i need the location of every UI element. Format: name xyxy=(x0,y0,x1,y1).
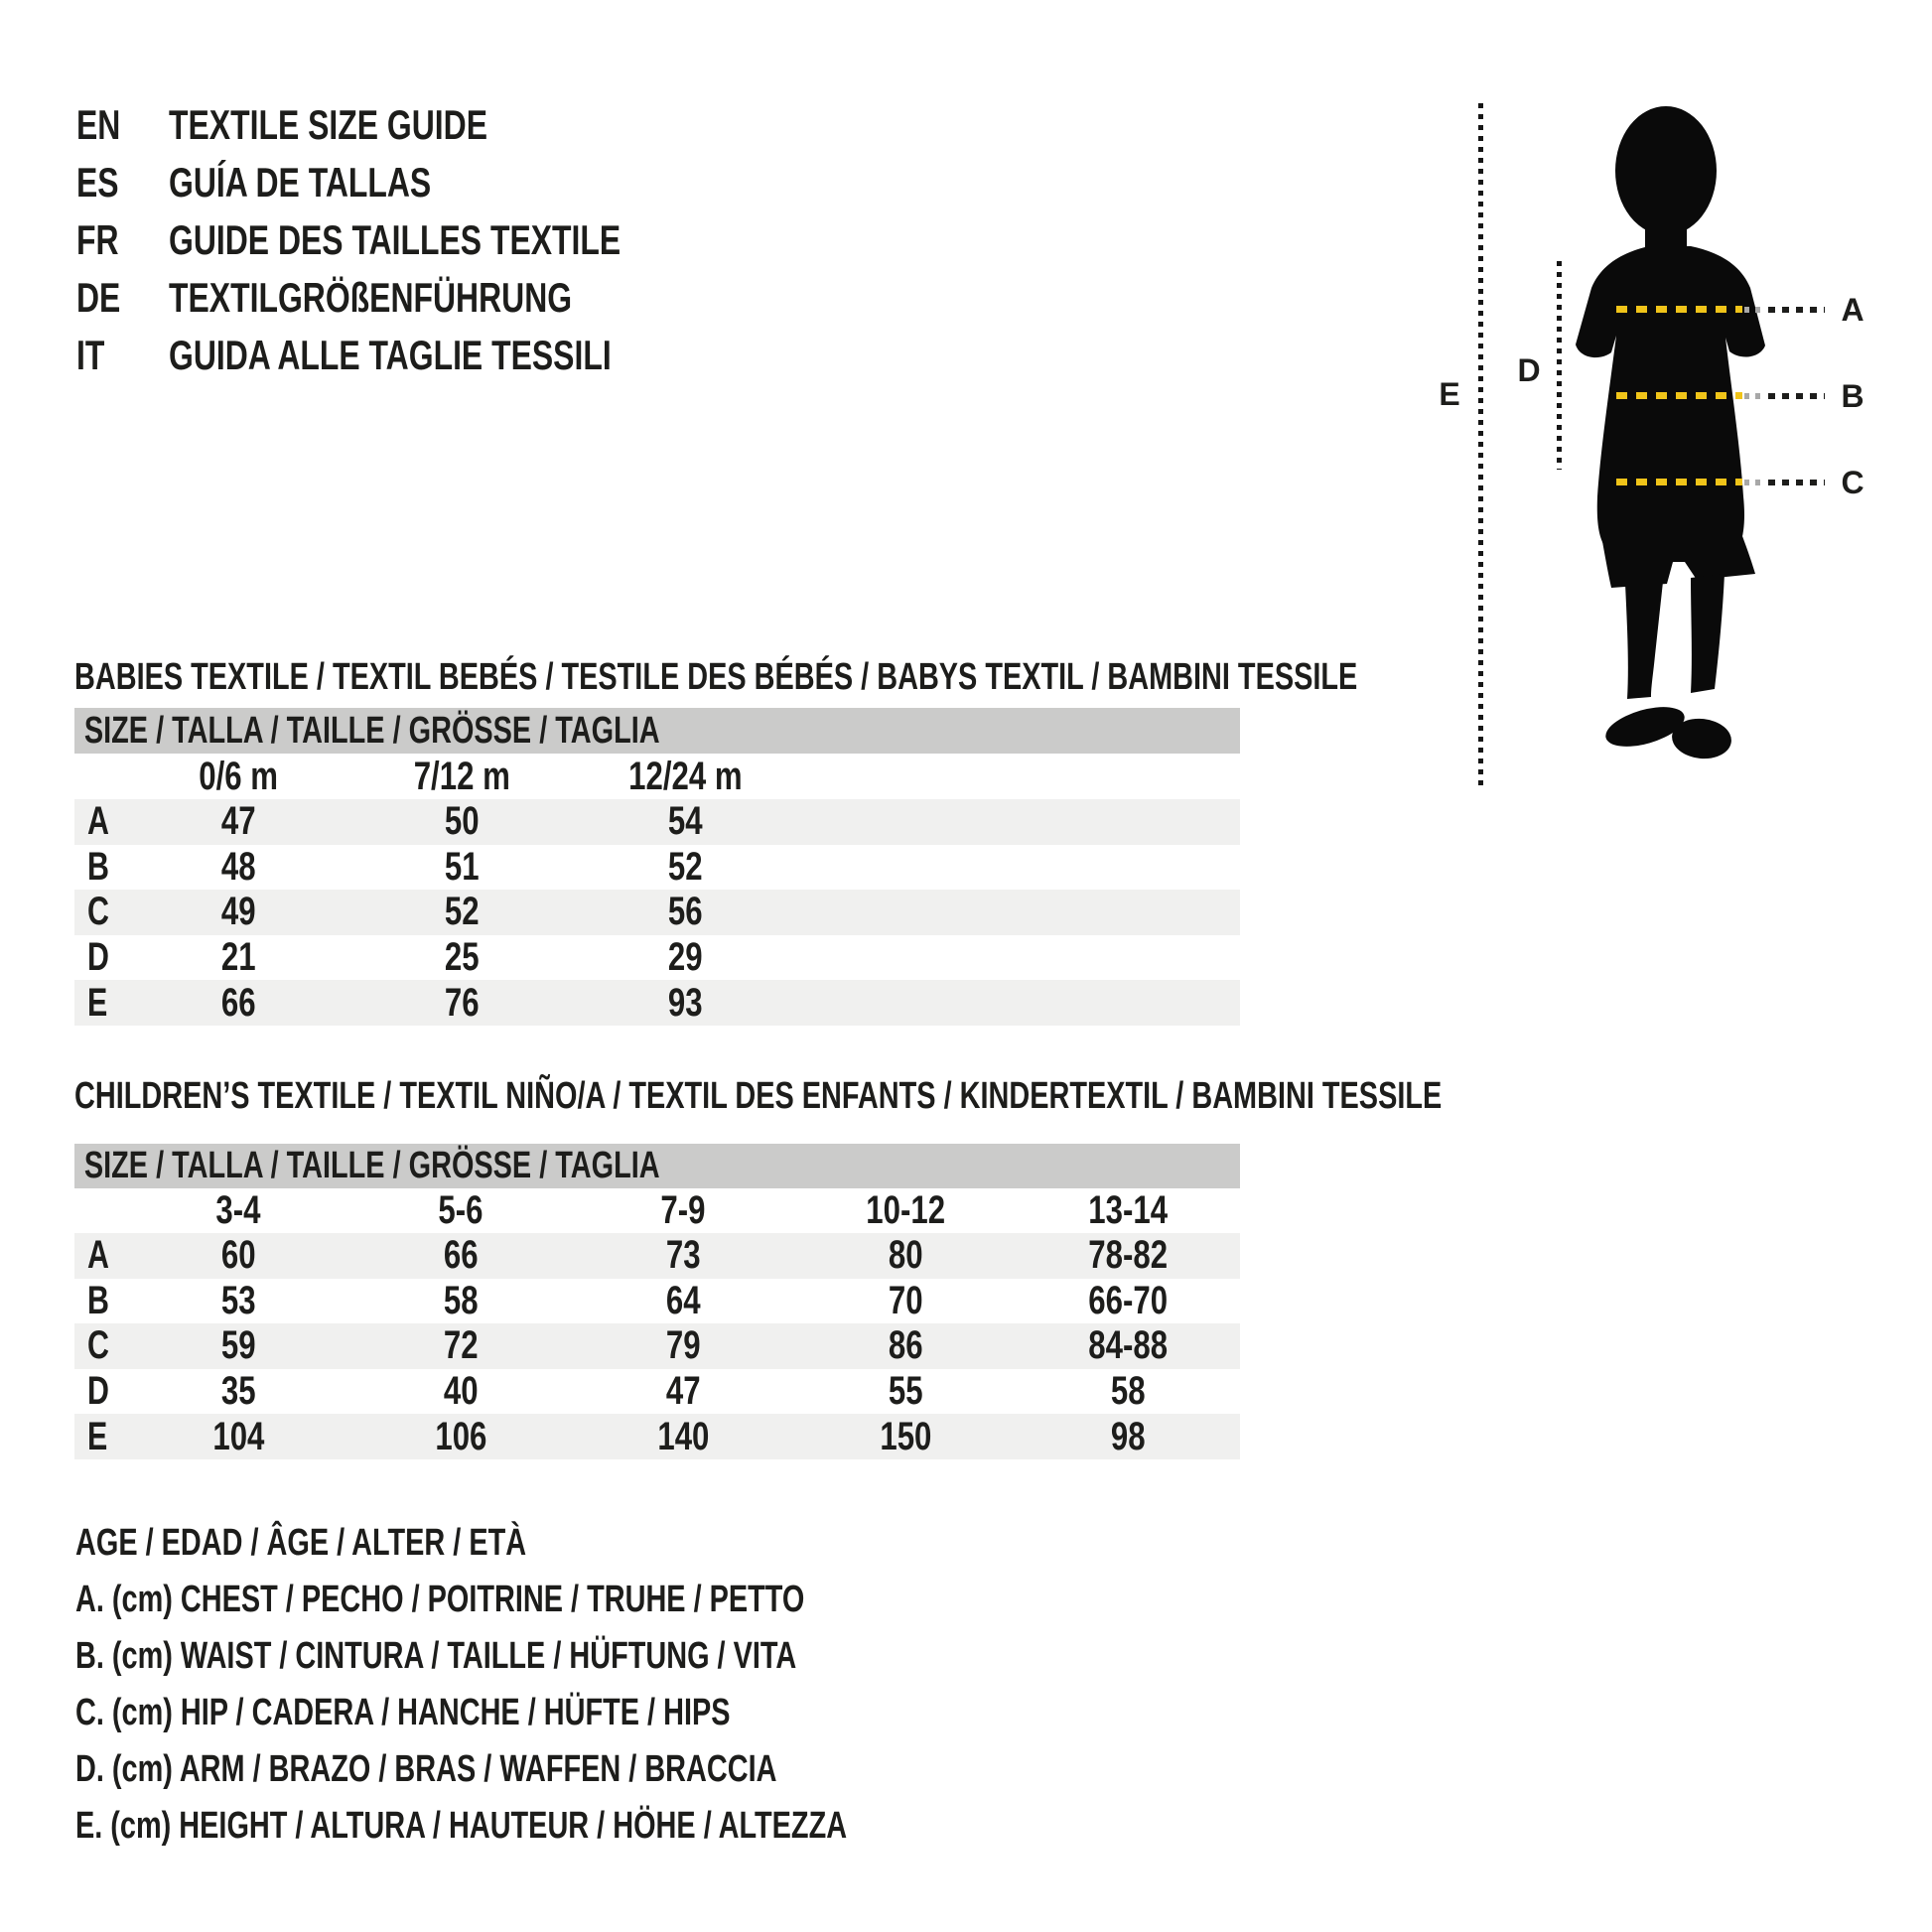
value-cell: 140 xyxy=(656,1414,710,1458)
table-row-e xyxy=(74,1414,1240,1459)
language-row-es xyxy=(76,154,514,211)
children-section-title: CHILDREN’S TEXTILE / TEXTIL NIÑO/A / TEXTIL DES ENFANTS / KINDERTEXTIL / BAMBINI TESSILE xyxy=(74,1075,1443,1117)
chest-line-yellow xyxy=(1616,306,1742,313)
value-cell: 73 xyxy=(665,1233,701,1278)
column-header: 0/6 m xyxy=(199,754,279,798)
column-header: 3-4 xyxy=(215,1188,261,1232)
value-cell: 79 xyxy=(665,1323,701,1368)
legend-line-1: A. (cm) CHEST / PECHO / POITRINE / TRUHE / PETTO xyxy=(75,1579,805,1620)
value-cell: 47 xyxy=(221,799,256,844)
column-header-row xyxy=(74,1188,1240,1233)
value-cell: 84-88 xyxy=(1088,1323,1168,1368)
chest-label: A xyxy=(1841,291,1864,328)
babies-section-title: BABIES TEXTILE / TEXTIL BEBÉS / TESTILE DES BÉBÉS / BABYS TEXTIL / BAMBINI TESSILE xyxy=(74,656,1358,698)
language-code: IT xyxy=(76,332,105,378)
value-cell: 59 xyxy=(220,1323,256,1368)
language-row-fr xyxy=(76,211,763,269)
children-size-table xyxy=(74,1188,1240,1459)
value-cell: 56 xyxy=(668,890,703,934)
value-cell: 80 xyxy=(888,1233,923,1278)
row-label: C xyxy=(87,890,109,934)
value-cell: 54 xyxy=(668,799,703,844)
language-code: DE xyxy=(76,274,121,321)
value-cell: 35 xyxy=(220,1369,256,1414)
value-cell: 58 xyxy=(443,1278,479,1322)
row-label: D xyxy=(87,935,109,980)
value-cell: 64 xyxy=(665,1278,701,1322)
column-header: 7/12 m xyxy=(413,754,511,798)
table-row-c xyxy=(74,890,1240,935)
hip-line-fade xyxy=(1744,480,1764,485)
language-code: ES xyxy=(76,159,119,206)
value-cell: 51 xyxy=(445,844,480,889)
legend-line-2: B. (cm) WAIST / CINTURA / TAILLE / HÜFTUNG / VITA xyxy=(75,1635,797,1677)
table-row-d xyxy=(74,935,1240,981)
row-label: A xyxy=(87,1233,109,1278)
value-cell: 78-82 xyxy=(1088,1233,1168,1278)
table-row-a xyxy=(74,1233,1240,1279)
column-header: 5-6 xyxy=(438,1188,483,1232)
value-cell: 66-70 xyxy=(1088,1278,1168,1322)
value-cell: 76 xyxy=(445,980,480,1025)
language-title: GUÍA DE TALLAS xyxy=(169,159,432,206)
value-cell: 25 xyxy=(445,935,480,980)
language-row-en xyxy=(76,96,588,154)
language-title: TEXTILGRÖßENFÜHRUNG xyxy=(169,274,573,321)
legend-line-0: AGE / EDAD / ÂGE / ALTER / ETÀ xyxy=(75,1522,527,1564)
value-cell: 48 xyxy=(221,844,256,889)
value-cell: 106 xyxy=(434,1414,487,1458)
hip-label: C xyxy=(1841,464,1864,500)
table-row-d xyxy=(74,1369,1240,1415)
value-cell: 72 xyxy=(443,1323,479,1368)
value-cell: 53 xyxy=(220,1278,256,1322)
row-label: B xyxy=(87,844,109,889)
language-title: TEXTILE SIZE GUIDE xyxy=(169,101,488,148)
language-code: EN xyxy=(76,101,121,148)
language-title: GUIDE DES TAILLES TEXTILE xyxy=(169,216,621,263)
table-row-e xyxy=(74,980,1240,1026)
table-row-c xyxy=(74,1323,1240,1369)
column-header: 7-9 xyxy=(660,1188,706,1232)
arm-measure-line xyxy=(1557,261,1562,470)
table-row-a xyxy=(74,799,1240,845)
silhouette-head xyxy=(1615,106,1717,235)
chest-line-dark xyxy=(1768,307,1825,313)
value-cell: 86 xyxy=(888,1323,923,1368)
column-header: 10-12 xyxy=(866,1188,945,1232)
value-cell: 52 xyxy=(445,890,480,934)
row-label: C xyxy=(87,1323,109,1368)
legend-line-5: E. (cm) HEIGHT / ALTURA / HAUTEUR / HÖHE / ALTEZZA xyxy=(75,1805,848,1847)
hip-line-dark xyxy=(1768,480,1825,485)
value-cell: 104 xyxy=(211,1414,265,1458)
value-cell: 98 xyxy=(1110,1414,1146,1458)
children-size-header-bar: SIZE / TALLA / TAILLE / GRÖSSE / TAGLIA xyxy=(74,1144,1240,1188)
value-cell: 49 xyxy=(221,890,256,934)
value-cell: 150 xyxy=(879,1414,932,1458)
value-cell: 52 xyxy=(668,844,703,889)
value-cell: 70 xyxy=(888,1278,923,1322)
waist-line-dark xyxy=(1768,393,1825,399)
value-cell: 40 xyxy=(443,1369,479,1414)
value-cell: 66 xyxy=(221,980,256,1025)
value-cell: 50 xyxy=(445,799,480,844)
row-label: D xyxy=(87,1369,109,1414)
table-row-b xyxy=(74,1279,1240,1324)
hip-line-yellow xyxy=(1616,479,1742,485)
row-label: B xyxy=(87,1278,109,1322)
value-cell: 21 xyxy=(221,935,256,980)
waist-line-yellow xyxy=(1616,392,1742,399)
legend-line-3: C. (cm) HIP / CADERA / HANCHE / HÜFTE / HIPS xyxy=(75,1692,731,1733)
value-cell: 29 xyxy=(668,935,703,980)
row-label: E xyxy=(87,1414,108,1458)
language-code: FR xyxy=(76,216,119,263)
value-cell: 60 xyxy=(220,1233,256,1278)
language-row-de xyxy=(76,269,699,327)
legend-line-4: D. (cm) ARM / BRAZO / BRAS / WAFFEN / BRACCIA xyxy=(75,1748,777,1790)
chest-line-fade xyxy=(1744,307,1764,313)
value-cell: 66 xyxy=(443,1233,479,1278)
value-cell: 93 xyxy=(668,980,703,1025)
table-row-b xyxy=(74,845,1240,891)
height-label: E xyxy=(1439,375,1460,412)
column-header: 13-14 xyxy=(1088,1188,1168,1232)
waist-label: B xyxy=(1841,377,1864,414)
waist-line-fade xyxy=(1744,393,1764,399)
silhouette-shorts xyxy=(1601,536,1755,588)
arm-label: D xyxy=(1517,351,1541,388)
row-label: E xyxy=(87,980,108,1025)
value-cell: 58 xyxy=(1110,1369,1146,1414)
babies-size-header-bar: SIZE / TALLA / TAILLE / GRÖSSE / TAGLIA xyxy=(74,708,1240,754)
language-title: GUIDA ALLE TAGLIE TESSILI xyxy=(169,332,612,378)
babies-size-table xyxy=(74,754,1240,1026)
column-header-row xyxy=(74,754,1240,799)
language-row-it xyxy=(76,327,751,384)
row-label: A xyxy=(87,799,109,844)
value-cell: 55 xyxy=(888,1369,923,1414)
value-cell: 47 xyxy=(665,1369,701,1414)
column-header: 12/24 m xyxy=(628,754,743,798)
